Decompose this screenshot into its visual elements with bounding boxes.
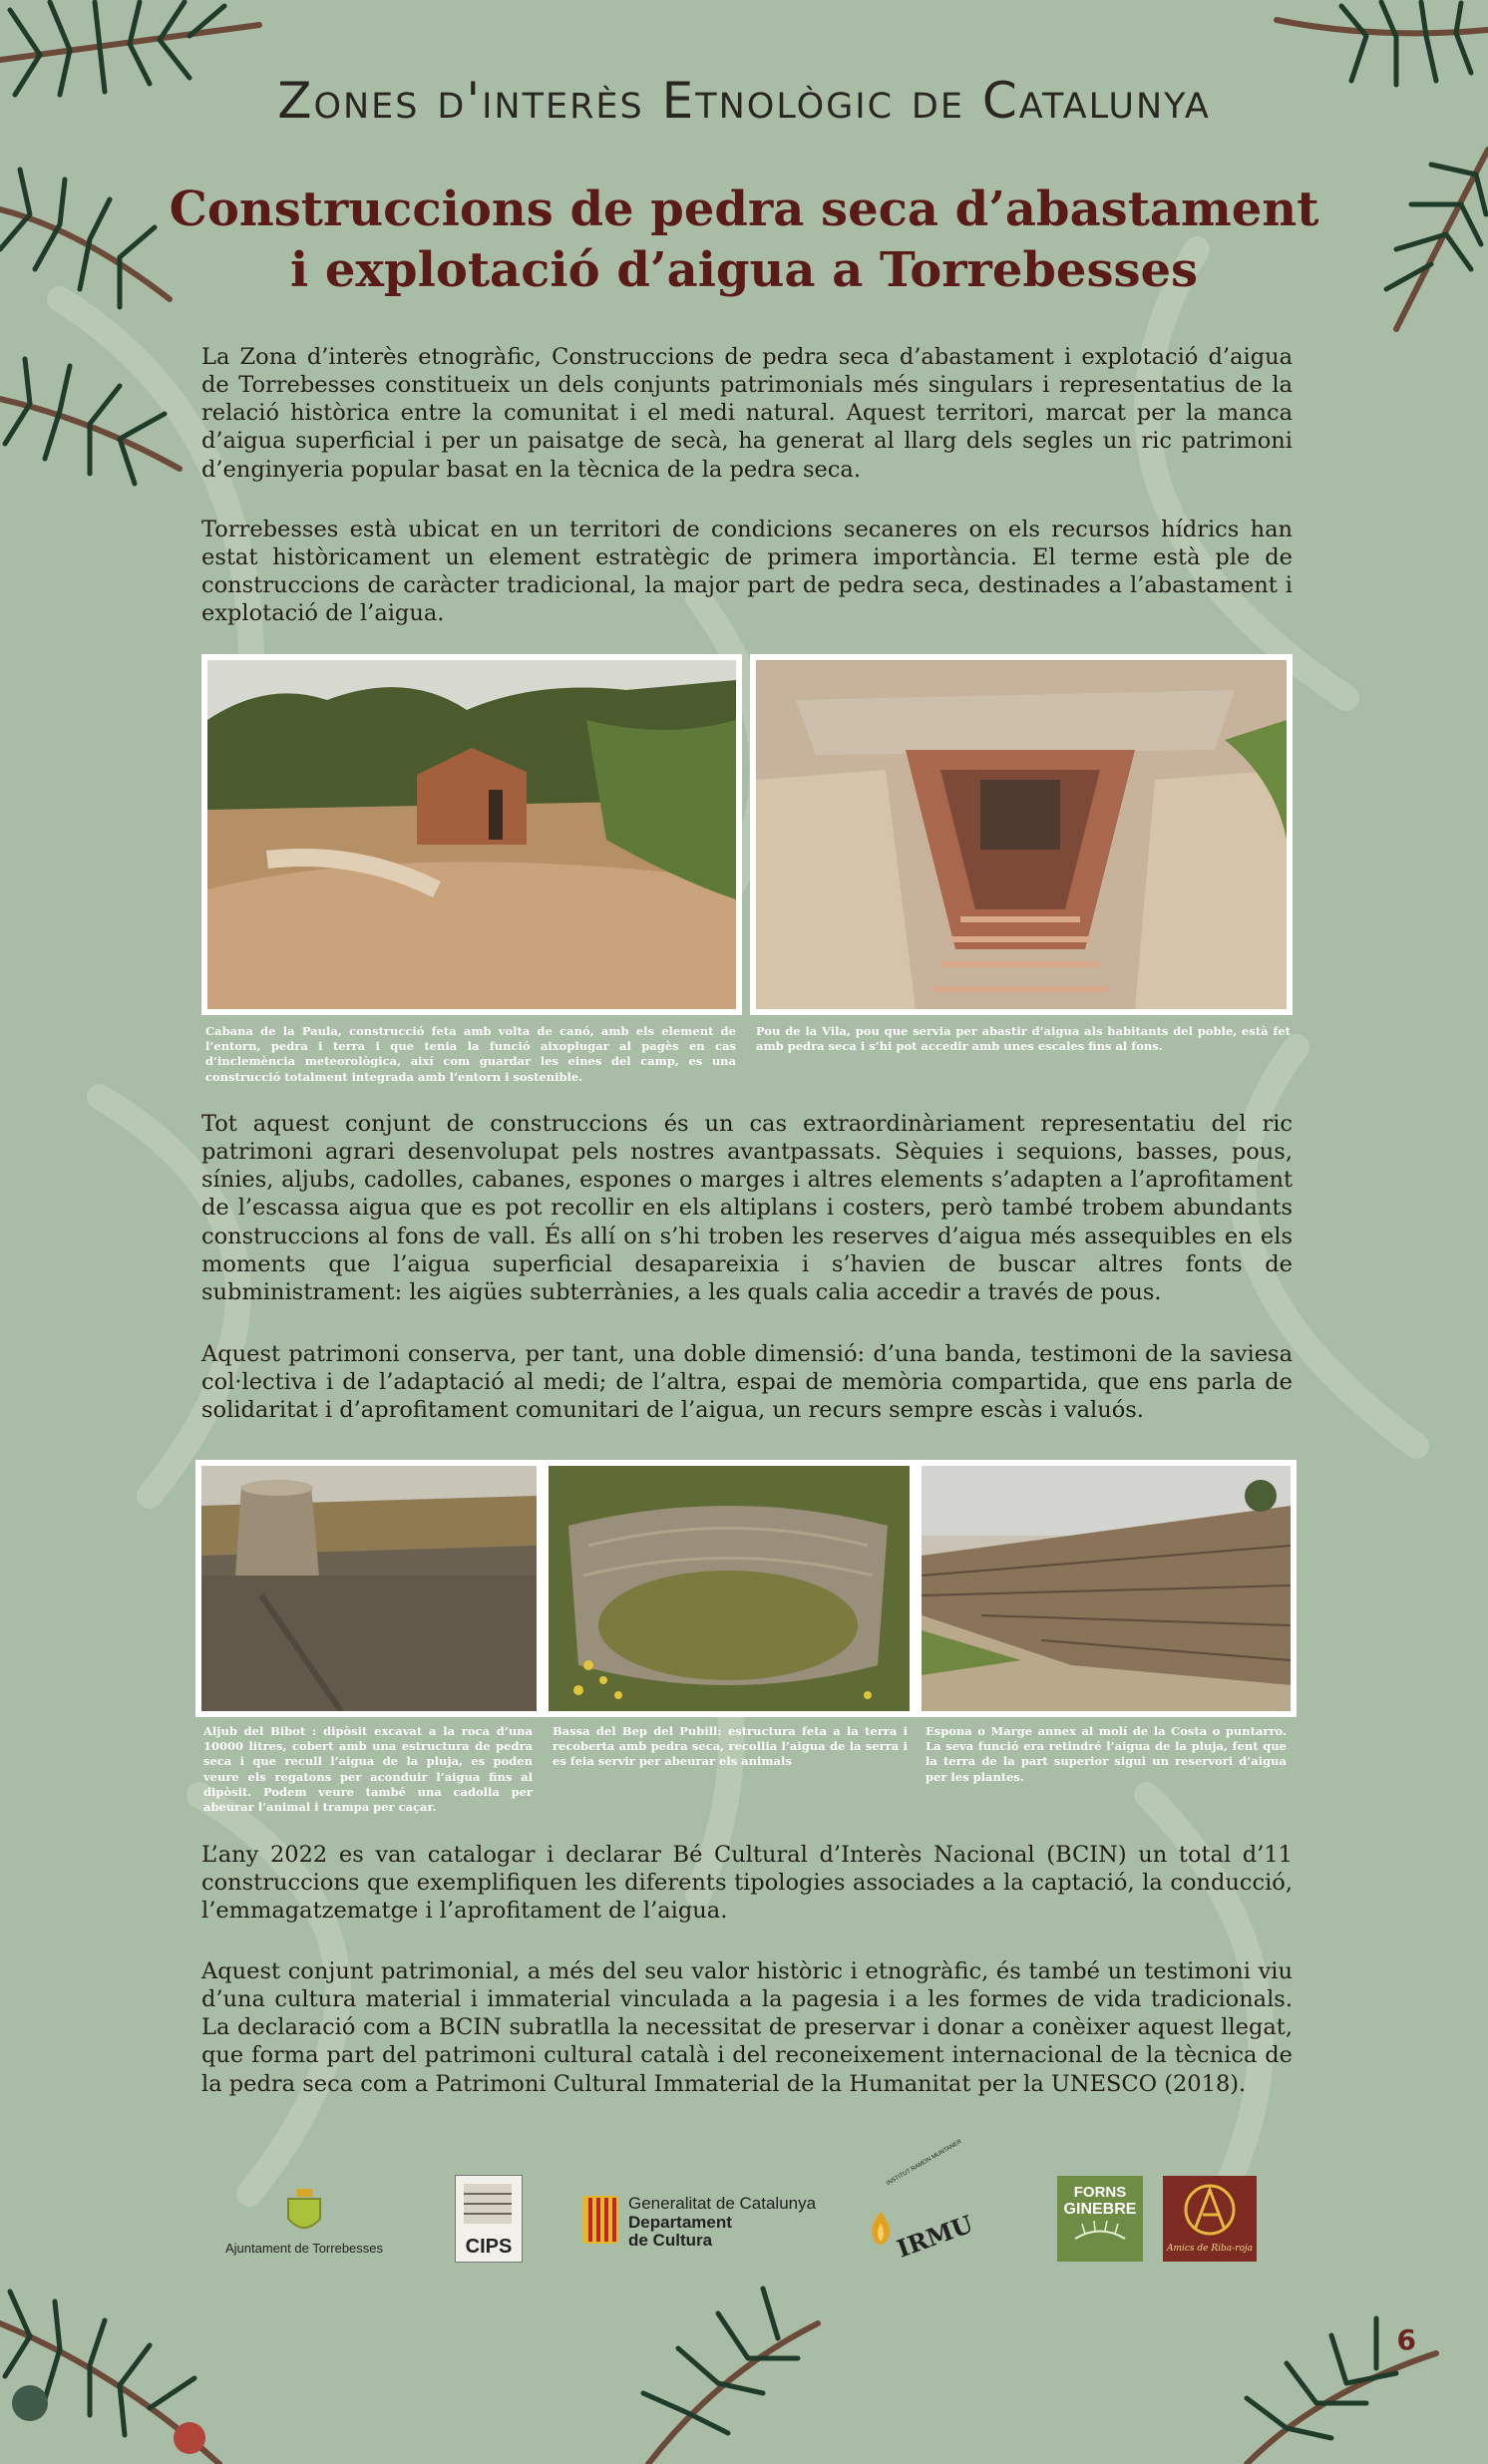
page-number: 6 bbox=[1396, 2323, 1416, 2356]
closing-paragraph: Aquest conjunt patrimonial, a més del seu valor històric i etnogràfic, és també un testimoni viu d’una cultura material i immaterial vinculada a la pagesia i a les formes de vida tradicionals. La declaració com a BCIN subratlla la necessitat de preservar i donar a conèixer aquest llegat, que forma part del patrimoni cultural català i del reconeixement internacional de la tècnica de la pedra seca com a Patrimoni Cultural Immaterial de la Humanitat per la UNESCO (2018). bbox=[201, 1958, 1293, 2097]
ginebre-label: GINEBRE bbox=[1063, 2201, 1137, 2218]
logo-cips bbox=[455, 2175, 523, 2263]
caption-bassa: Bassa del Bep del Pubill: estructura feta a la terra i recoberta amb pedra seca, recollia l’aigua de la serra i es feia servir per abeurar els animals bbox=[553, 1724, 908, 1769]
title-line-2: i explotació d’aigua a Torrebesses bbox=[289, 242, 1199, 299]
cips-label: CIPS bbox=[465, 2236, 513, 2258]
page-title bbox=[120, 179, 1368, 302]
generalitat-label: Generalitat de Catalunya bbox=[628, 2194, 817, 2213]
series-heading: Zones d'interès Etnològic de Catalunya bbox=[277, 72, 1211, 130]
photo-aljub-del-bibot bbox=[195, 1460, 543, 1717]
logo-forns-de-ginebre bbox=[1057, 2176, 1143, 2262]
logo-generalitat bbox=[580, 2194, 820, 2250]
logo-amics-de-riba-roja bbox=[1163, 2176, 1257, 2262]
bcin-paragraph: L’any 2022 es van catalogar i declarar Bé Cultural d’Interès Nacional (BCIN) un total d’11 construccions que exemplifiquen les diferents tipologies associades a la captació, la conducció, l’emmagatzematge i l’aprofitament de l’aigua. bbox=[201, 1842, 1293, 1925]
photo-cabana-de-la-paula bbox=[201, 654, 742, 1015]
logo-irmu bbox=[866, 2138, 977, 2264]
irmu-institute-label: INSTITUT RAMON MUNTANER bbox=[886, 2138, 963, 2188]
cips-emblem-icon bbox=[456, 2176, 520, 2232]
context-paragraph: Torrebesses està ubicat en un territori de condicions secaneres on els recursos hídrics han estat històricament un element estratègic de primera importància. El terme està ple de construccions de caràcter tradicional, la major part de pedra seca, destinades a l’abastament i explotació de l’aigua. bbox=[201, 517, 1293, 627]
juniper-branch-icon bbox=[1070, 2219, 1130, 2249]
caption-espona: Espona o Marge annex al molí de la Costa o puntarro. La seva funció era retindré l’aigua de la pluja, fent que la terra de la part superior sigui un reservori d’aigua per les plantes. bbox=[926, 1724, 1287, 1784]
photo-pou-de-la-vila bbox=[750, 654, 1293, 1015]
photo-espona-o-marge bbox=[916, 1460, 1297, 1717]
department-label: Departament bbox=[628, 2213, 732, 2232]
caption-aljub: Aljub del Bibot : dipòsit excavat a la roca d’una 10000 litres, cobert amb una estructura de pedra seca i que recull l’aigua de la pluja, es poden veure els regatons per aconduir l’aigua fins al dipòsit. Podem veure també una cadolla per abeurar l’animal i trampa per caçar. bbox=[203, 1724, 533, 1814]
dimension-paragraph: Aquest patrimoni conserva, per tant, una doble dimensió: d’una banda, testimoni de la saviesa col·lectiva i de l’adaptació al medi; de l’altra, espai de memòria compartida, que ens parla de solidaritat i d’aprofitament comunitari de l’aigua, un recurs sempre escàs i valuós. bbox=[201, 1341, 1293, 1424]
caption-cabana: Cabana de la Paula, construcció feta amb volta de canó, amb els element de l’entorn, pedra i terra i que tenia la funció aixoplugar al pagès en cas d’inclemència meteorològica, així com guardar les eines del camp, es una construcció totalment integrada amb l’entorn i sostenible. bbox=[205, 1024, 736, 1084]
generalitat-emblem-icon bbox=[580, 2194, 620, 2246]
intro-paragraph: La Zona d’interès etnogràfic, Construccions de pedra seca d’abastament i explotació d’aigua de Torrebesses constitueix un dels conjunts patrimonials més singulars i representatius de la relació històrica entre la comunitat i el medi natural. Aquest territori, marcat per la manca d’aigua superficial i per un paisatge de secà, ha generat al llarg dels segles un ric patrimoni d’enginyeria popular basat en la tècnica de la pedra seca. bbox=[201, 344, 1293, 483]
irmu-flame-icon bbox=[866, 2210, 896, 2250]
coat-of-arms-icon bbox=[284, 2189, 324, 2237]
culture-label: de Cultura bbox=[628, 2231, 713, 2250]
irmu-label: IRMU bbox=[893, 2209, 977, 2264]
forns-label: FORNS bbox=[1073, 2184, 1127, 2201]
logo-ajuntament-torrebesses bbox=[219, 2189, 389, 2264]
amics-label: Amics de Riba-roja bbox=[1166, 2244, 1254, 2254]
title-line-1: Construccions de pedra seca d’abastament bbox=[169, 181, 1319, 237]
photo-bassa-del-bep-del-pubill bbox=[543, 1460, 916, 1717]
heritage-paragraph: Tot aquest conjunt de construccions és un cas extraordinàriament representatiu del ric patrimoni agrari desenvolupat pels nostres avantpassats. Sèquies i sequions, basses, pous, sínies, aljubs, cadolles, cabanes, espones o marges i altres elements s’adapten a l’aprofitament de l’escassa aigua que es pot recollir en els altiplans i costers, però també trobem abundants construccions al fons de vall. És allí on s’hi troben les reserves d’aigua més assequibles en els moments que l’aigua superficial desapareixia i s’havien de buscar altres fonts de subministrament: les aigües subterrànies, a les quals calia accedir a través de pous. bbox=[201, 1111, 1293, 1305]
ajuntament-label: Ajuntament de Torrebesses bbox=[224, 2241, 384, 2256]
amics-emblem-icon bbox=[1175, 2180, 1245, 2240]
caption-pou: Pou de la Vila, pou que servia per abastir d’aigua als habitants del poble, està fet amb pedra seca i s’hi pot accedir amb unes escales fins al fons. bbox=[756, 1024, 1291, 1054]
